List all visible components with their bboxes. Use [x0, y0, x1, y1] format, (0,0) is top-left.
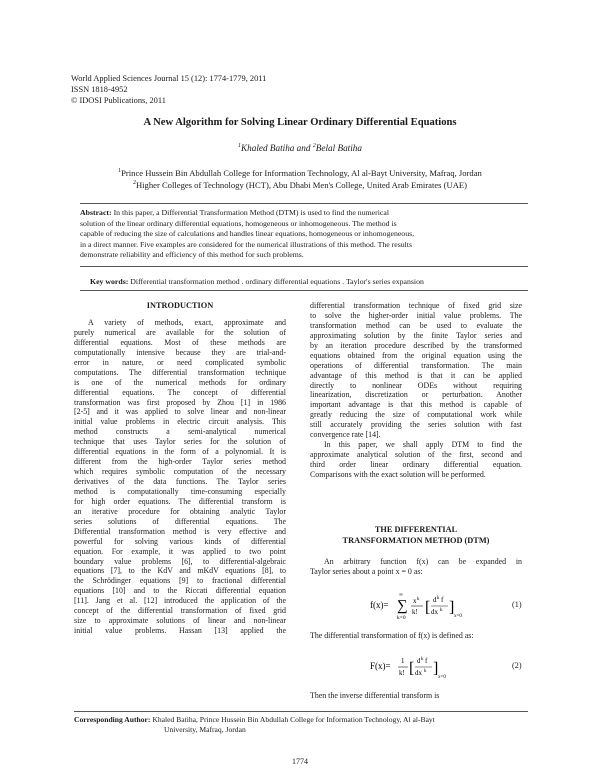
- author-1: Khaled Batiha and: [241, 143, 311, 154]
- text-line: which requires symbolic computation of the necessary: [74, 467, 286, 477]
- text-line: operations of differential transformation. The main: [310, 360, 522, 370]
- equation-1-number: (1): [512, 600, 522, 609]
- keywords-divider: [80, 290, 528, 291]
- svg-text:k: k: [437, 596, 440, 601]
- text-line: greatly reducing the size of computational work while: [310, 410, 522, 420]
- text-line: approximate analytical solution of the first, second and: [310, 450, 522, 460]
- text-line: computationally intensive because they are trial-and-: [74, 347, 286, 357]
- text-line: Differential transformation method is very effective and: [74, 526, 286, 536]
- text-line: directly to nonlinear ODEs without requiring: [310, 380, 522, 390]
- text-line: differential equations in the form of a polynomial. It is: [74, 447, 286, 457]
- text-line: an iterative procedure for obtaining analytic Taylor: [74, 506, 286, 516]
- svg-text:x=0: x=0: [438, 675, 446, 680]
- svg-text:f: f: [441, 596, 444, 604]
- text-line: equations obtained from the original equation using the: [310, 350, 522, 360]
- affiliation-1-text: Prince Hussein Bin Abdullah College for Information Technology, Al al-Bayt University, Mafraq, Jordan: [121, 168, 482, 178]
- svg-text:k!: k!: [399, 669, 405, 677]
- affiliation-1: [0, 168, 600, 178]
- text-line: differential transformation technique of fixed grid size: [310, 301, 522, 310]
- text-line: method constructs a semi-analytical numerical: [74, 427, 286, 437]
- eq2-intro: [310, 631, 522, 641]
- equation-2: [370, 650, 480, 684]
- abstract: [80, 203, 528, 267]
- text-line: transformation method can be used to evaluate the: [310, 320, 522, 330]
- text-line: linearization, discretization or perturbation. Another: [310, 390, 522, 400]
- text-line: Taylor series about a point x = 0 as:: [310, 566, 423, 576]
- affiliation-1-marker: 1: [118, 168, 122, 175]
- svg-text:k!: k!: [412, 608, 418, 616]
- text-line: The differential transformation of f(x) is defined as:: [310, 631, 474, 640]
- page-number: 1774: [292, 757, 308, 766]
- text-line: equations [10] and to the Riccati differential equation: [74, 586, 286, 596]
- author-2: Belal Batiha: [315, 143, 362, 154]
- abstract-label: Abstract:: [80, 208, 112, 217]
- abstract-line: Abstract: In this paper, a Differential Transformation Method (DTM) is used to find the numerical: [80, 208, 389, 217]
- corresponding-line-2: University, Mafraq, Jordan: [164, 725, 246, 734]
- keywords: [90, 277, 424, 286]
- svg-text:]: ]: [449, 599, 455, 616]
- text-line: important advantage is that this method is capable of: [310, 400, 522, 410]
- eq3-intro: [310, 691, 522, 701]
- svg-text:x: x: [413, 597, 417, 605]
- text-line: by an iteration procedure described by the transformed: [310, 340, 522, 350]
- svg-text:k=0: k=0: [397, 615, 406, 621]
- text-line: In this paper, we shall apply DTM to find the: [324, 440, 522, 450]
- paper-title: A New Algorithm for Solving Linear Ordinary Differential Equations: [143, 117, 457, 128]
- svg-text:[: [: [425, 599, 431, 616]
- author-2-marker: 2: [312, 143, 316, 149]
- svg-text:k: k: [440, 608, 443, 613]
- journal-copyright: © IDOSI Publications, 2011: [71, 96, 166, 105]
- svg-text:1: 1: [401, 657, 405, 665]
- svg-text:∑: ∑: [397, 598, 408, 614]
- equation-2-graphic: [370, 650, 480, 682]
- text-line: concept of the differential transformation of fixed grid: [74, 606, 286, 616]
- text-line: series solutions of differential equations. The: [74, 516, 286, 526]
- affiliation-2-text: Higher Colleges of Technology (HCT), Abu Dhabi Men's College, United Arab Emirates (UAE): [135, 180, 468, 190]
- text-line: powerful for solving various kinds of differential: [74, 536, 286, 546]
- introduction-heading: INTRODUCTION: [146, 301, 214, 310]
- text-line: transformation was first proposed by Zhou [1] in 1986: [74, 397, 286, 407]
- text-line: advantage of this method is that it can be applied: [310, 370, 522, 380]
- text-line: derivatives of the data functions. The Taylor series: [74, 477, 286, 486]
- text-line: An arbitrary function f(x) can be expanded in: [324, 557, 522, 566]
- svg-text:k: k: [421, 657, 424, 662]
- text-line: the Schrödinger equations [9] to fractional differential: [74, 576, 286, 586]
- svg-text:dx: dx: [431, 608, 438, 616]
- affiliation-2: [0, 180, 600, 190]
- corresponding-label: Corresponding Author:: [74, 715, 151, 724]
- journal-header: [71, 73, 266, 106]
- affiliation-2-marker: 2: [132, 180, 136, 187]
- abstract-line: solution of the linear ordinary differential equations, homogeneous or inhomogeneous. The method is: [80, 218, 397, 228]
- corresponding-author: [74, 715, 528, 735]
- dtm-heading-line-1: THE DIFFERENTIAL: [374, 525, 458, 534]
- right-column: [310, 301, 522, 480]
- text-line: different from the high-order Taylor series method: [74, 457, 286, 467]
- svg-text:f: f: [425, 657, 428, 665]
- text-line: computations. The differential transformation technique: [74, 367, 286, 377]
- text-line: equations [7], to the KdV and mKdV equations [8], to: [74, 566, 286, 576]
- abstract-line: demonstrate reliability and efficiency of this method for such problems.: [80, 250, 304, 260]
- svg-text:x=0: x=0: [454, 614, 462, 619]
- svg-text:∞: ∞: [399, 592, 403, 598]
- svg-text:dx: dx: [415, 669, 422, 677]
- text-line: differential equations. The concept of differential: [74, 387, 286, 397]
- text-line: convergence rate [14].: [310, 430, 381, 440]
- svg-text:f(x)=: f(x)=: [370, 600, 389, 610]
- text-line: initial value problems in electric circuit analysis. This: [74, 417, 286, 427]
- author-list: [0, 143, 600, 153]
- abstract-line: in a direct manner. Five examples are considered for the numerical illustrations of this method. The results: [80, 239, 412, 249]
- svg-text:k: k: [417, 597, 420, 602]
- svg-text:]: ]: [433, 660, 439, 677]
- text-line: [11]. Jang et al. [12] introduced the application of the: [74, 596, 286, 606]
- equation-1-graphic: [370, 588, 500, 622]
- text-line: to solve the higher-order initial value problems. The: [310, 310, 522, 320]
- text-line: error in nature, or need complicated symbolic: [74, 357, 286, 367]
- equation-2-number: (2): [512, 661, 522, 670]
- text-line: for high order equations. The differential transform is: [74, 496, 286, 506]
- text-line: method is computationally time-consuming especially: [74, 486, 286, 496]
- text-line: boundary value problems [6], to differential-algebraic: [74, 556, 286, 566]
- footnote-divider: [74, 711, 528, 712]
- svg-text:k: k: [424, 669, 427, 674]
- equation-1: [370, 588, 500, 624]
- keywords-text: Differential transformation method . ordinary differential equations . Taylor's series expansion: [128, 277, 424, 286]
- svg-text:d: d: [433, 596, 437, 604]
- svg-text:[: [: [409, 660, 415, 677]
- journal-issn: ISSN 1818-4952: [71, 85, 128, 94]
- svg-text:F(x)=: F(x)=: [370, 661, 391, 671]
- left-column: [74, 318, 286, 636]
- journal-citation: World Applied Sciences Journal 15 (12): 1774-1779, 2011: [71, 74, 267, 83]
- text-line: initial value problems. Hassan [13] applied the: [74, 626, 286, 636]
- text-line: [2-5] and it was applied to solve linear and non-linear: [74, 407, 286, 417]
- text-line: technique that uses Taylor series for the solution of: [74, 437, 286, 447]
- svg-text:d: d: [417, 657, 421, 665]
- text-line: equation. For example, it was applied to two point: [74, 546, 286, 556]
- abstract-line: capable of reducing the size of calculations and handles linear equations, homogeneous or inhomogeneous,: [80, 229, 415, 239]
- text-line: purely numerical are available for the solution of: [74, 327, 286, 337]
- text-line: A variety of methods, exact, approximate and: [88, 318, 286, 327]
- text-line: approximating solution by the finite Taylor series and: [310, 330, 522, 340]
- corresponding-line-1: Corresponding Author: Khaled Batiha, Prince Hussein Bin Abdullah College for Information Technology, Al al-Bayt: [74, 715, 435, 724]
- author-1-marker: 1: [238, 143, 242, 149]
- text-line: third order linear ordinary differential equation.: [310, 460, 522, 469]
- text-line: differential equations. Most of these methods are: [74, 337, 286, 347]
- text-line: is one of the numerical methods for ordinary: [74, 377, 286, 387]
- text-line: size to approximate solutions of linear and non-linear: [74, 616, 286, 626]
- keywords-label: Key words:: [90, 277, 129, 286]
- text-line: Then the inverse differential transform is: [310, 691, 440, 700]
- dtm-text: [310, 557, 522, 577]
- text-line: Comparisons with the exact solution will be performed.: [310, 469, 486, 479]
- dtm-heading-line-2: TRANSFORMATION METHOD (DTM): [342, 536, 490, 545]
- text-line: still accurately providing the series solution with fast: [310, 420, 522, 430]
